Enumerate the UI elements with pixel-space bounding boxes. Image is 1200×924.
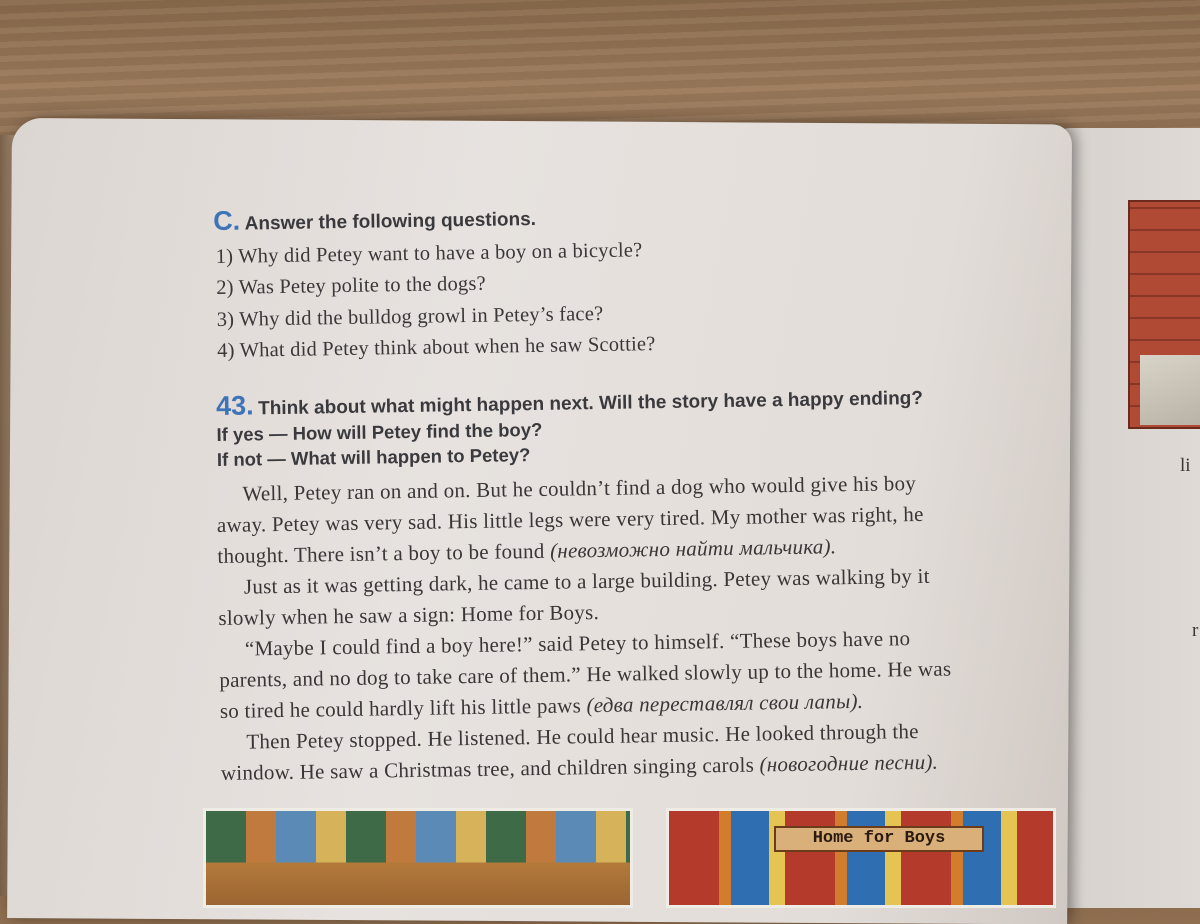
- street-scene-illustration: [203, 808, 633, 908]
- facing-page-text-fragment: li: [1180, 455, 1191, 476]
- section-c-title: Answer the following questions.: [244, 208, 537, 235]
- exercise-43-heading: [216, 380, 923, 422]
- story-line: Well, Petey ran on and on. But he couldn’t find a dog who would give his boy: [242, 471, 917, 506]
- story-line-text: so tired he could hardly lift his little paws: [219, 693, 582, 723]
- russian-gloss: (новогодние песни).: [759, 749, 939, 777]
- story-line-text: window. He saw a Christmas tree, and children singing carols: [220, 752, 755, 785]
- story-line: [221, 750, 939, 786]
- story-line: [217, 534, 836, 569]
- home-for-boys-sign: Home for Boys: [774, 826, 984, 852]
- story-line-text: thought. There isn’t a boy to be found: [217, 538, 545, 569]
- exercise-43-if-not: If not — What will happen to Petey?: [216, 444, 531, 470]
- question-2: 2) Was Petey polite to the dogs?: [216, 272, 487, 299]
- question-4: 4) What did Petey think about when he saw Scottie?: [217, 333, 656, 362]
- story-line: slowly when he saw a sign: Home for Boys.: [218, 600, 600, 630]
- question-1: 1) Why did Petey want to have a boy on a bicycle?: [215, 239, 643, 268]
- exercise-43-number: 43.: [215, 390, 254, 422]
- question-3: 3) Why did the bulldog growl in Petey’s face?: [216, 302, 604, 331]
- facing-page-text-fragment: r: [1192, 620, 1199, 641]
- russian-gloss: (едва переставлял свои лапы).: [586, 688, 864, 718]
- section-c-letter: C.: [212, 205, 241, 237]
- story-line: Just as it was getting dark, he came to a large building. Petey was walking by it: [243, 563, 930, 599]
- story-line: [220, 689, 864, 724]
- story-line: Then Petey stopped. He listened. He could hear music. He looked through the: [246, 719, 919, 754]
- story-line: parents, and no dog to take care of them.” He walked slowly up to the home. He was: [219, 656, 952, 692]
- russian-gloss: (невозможно найти мальчика).: [549, 534, 837, 563]
- section-c-heading: [213, 201, 536, 237]
- story-line: away. Petey was very sad. His little legs were very tired. My mother was right, he: [216, 501, 924, 538]
- exercise-43-if-yes: If yes — How will Petey find the boy?: [216, 418, 543, 446]
- home-for-boys-illustration: [666, 808, 1056, 908]
- story-line: “Maybe I could find a boy here!” said Petey to himself. “These boys have no: [244, 626, 911, 661]
- exercise-43-prompt: Think about what might happen next. Will the story have a happy ending?: [257, 387, 924, 420]
